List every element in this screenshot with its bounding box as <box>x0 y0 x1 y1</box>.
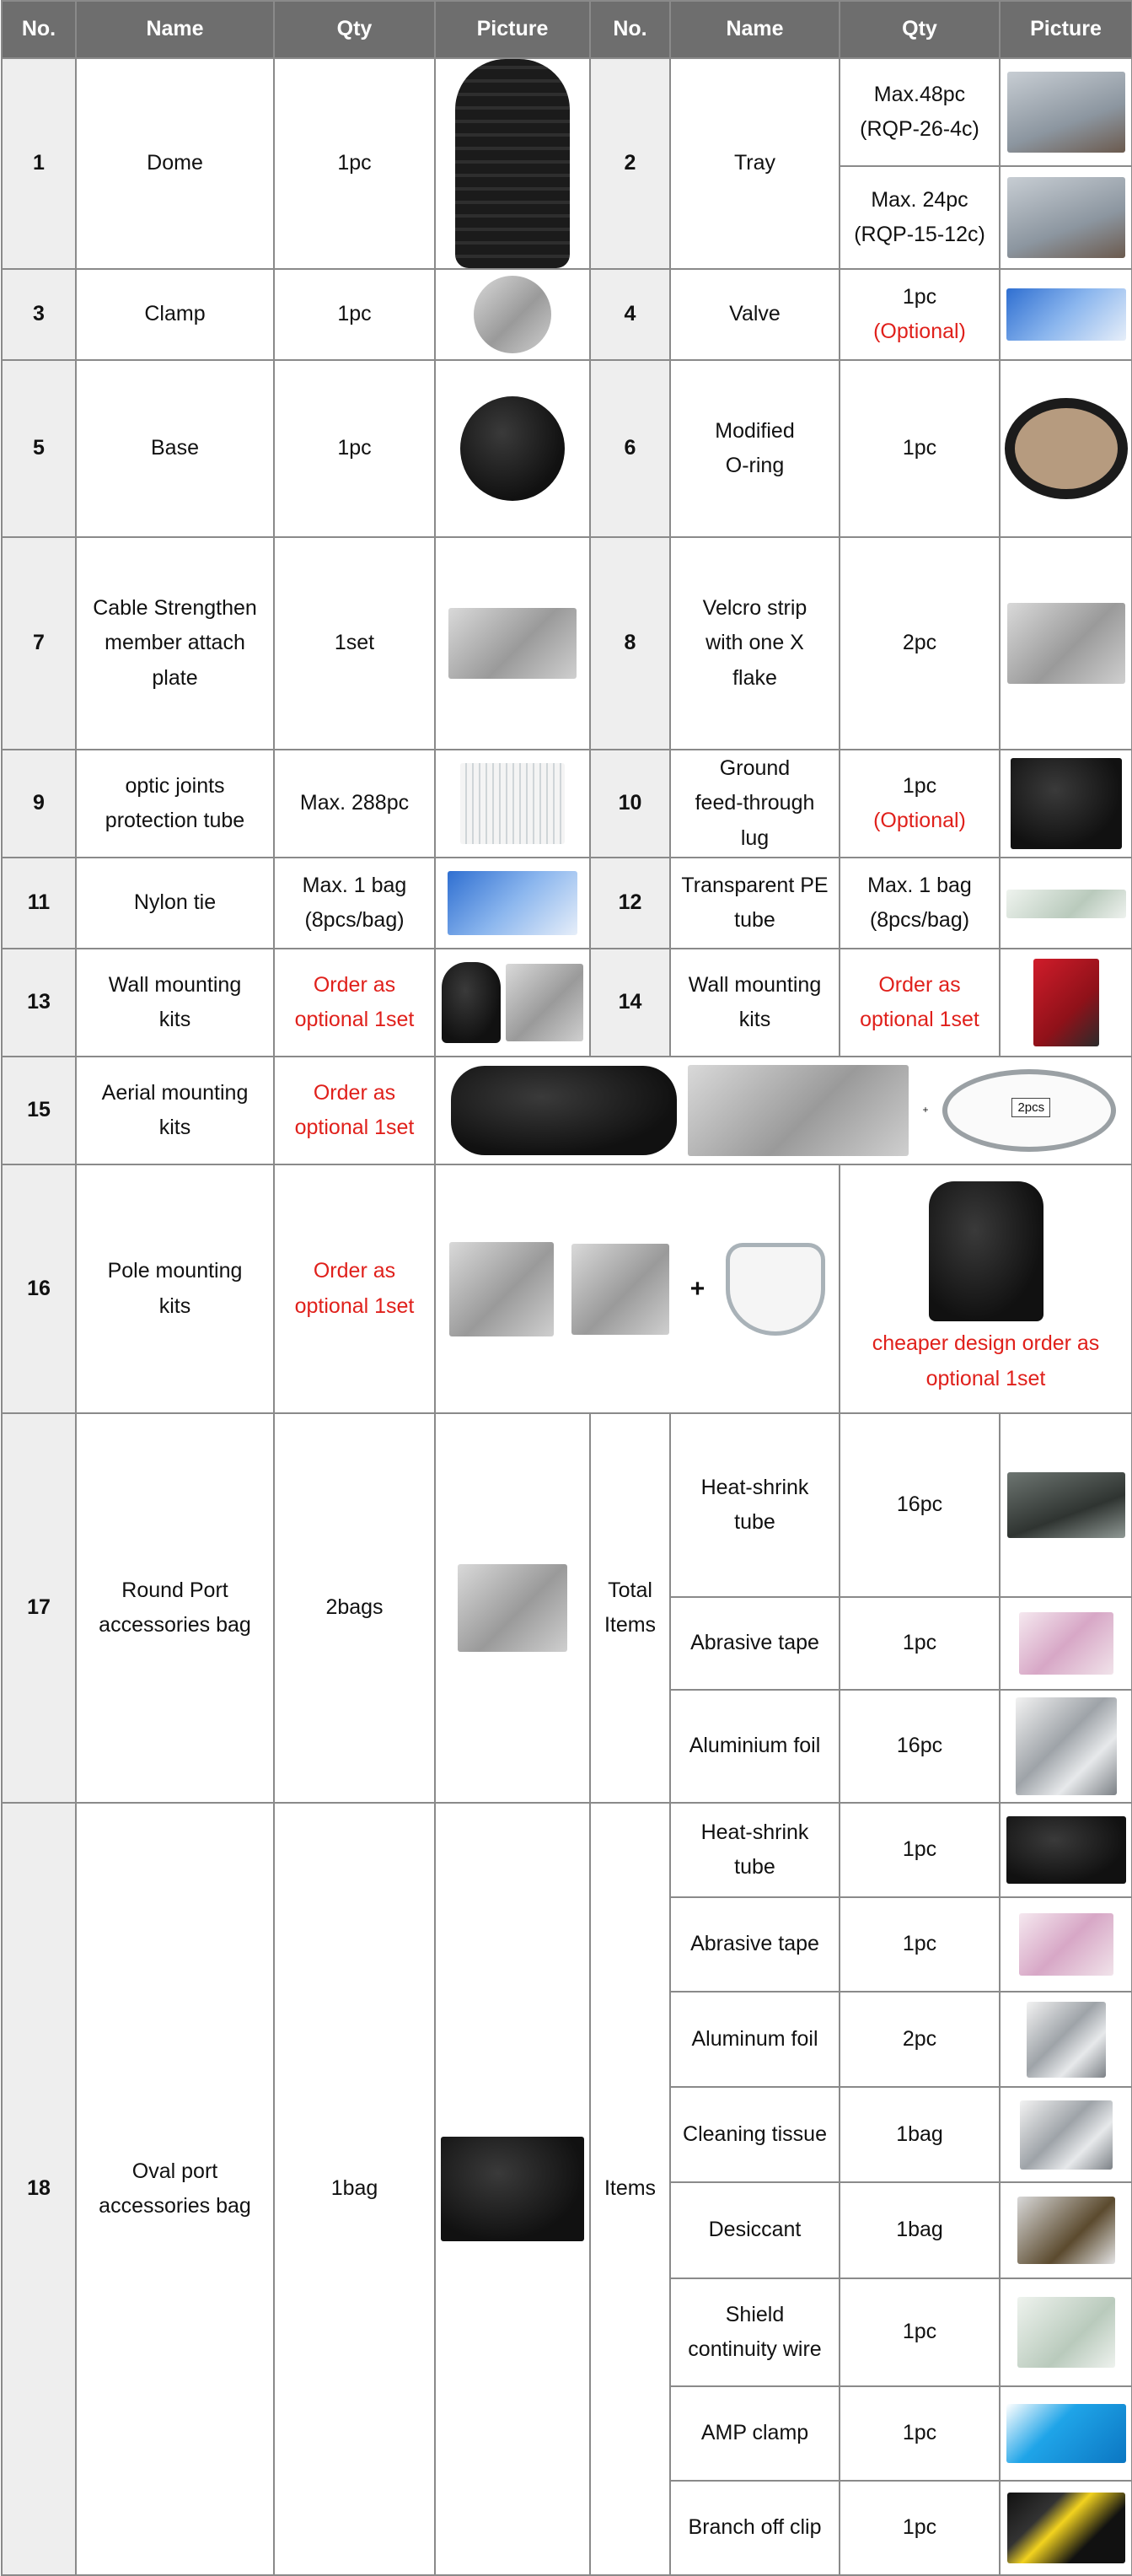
ground-lug-photo-icon <box>1011 758 1122 849</box>
sub-item-name: Aluminum foil <box>670 1992 840 2087</box>
heat-shrink-photo-icon <box>1006 1816 1126 1884</box>
tray-photo-icon <box>1007 72 1125 153</box>
header-qty: Qty <box>274 1 435 58</box>
optional-note: (Optional) <box>873 320 966 343</box>
item-number: 10 <box>590 750 670 858</box>
item-qty: 1pc <box>274 269 435 360</box>
group-label: Items <box>590 1803 670 2575</box>
item-picture <box>1000 58 1132 166</box>
item-number: 17 <box>2 1413 76 1803</box>
item-picture <box>1000 269 1132 360</box>
sub-item-picture <box>1000 1992 1132 2087</box>
name-line: Shield <box>725 2302 785 2326</box>
name-line: Oval port <box>131 2159 218 2183</box>
name-line: plate <box>152 665 198 690</box>
item-qty: 1pc <box>274 58 435 269</box>
header-qty-2: Qty <box>840 1 1000 58</box>
qty-line: optional 1set <box>294 1116 415 1139</box>
sub-item-qty: 1pc <box>840 1597 1000 1690</box>
table-row <box>2 269 1132 360</box>
name-line: flake <box>732 665 777 690</box>
name-line: Wall mounting <box>688 972 822 997</box>
qty-line: (RQP-26-4c) <box>860 117 979 141</box>
sub-item-qty: 16pc <box>840 1413 1000 1597</box>
plus-sign: + <box>689 1274 705 1303</box>
item-picture <box>435 58 590 269</box>
optional-note: (Optional) <box>873 809 966 832</box>
sub-item-qty: 1pc <box>840 2386 1000 2481</box>
table-row <box>2 1803 1132 1897</box>
name-line: accessories bag <box>99 1613 251 1637</box>
item-name <box>670 858 840 949</box>
item-number: 13 <box>2 949 76 1057</box>
qty-line: optional 1set <box>294 1008 415 1031</box>
item-name <box>670 360 840 537</box>
cheaper-pole-kit-photo-icon <box>929 1181 1043 1321</box>
sub-item-qty: 1bag <box>840 2087 1000 2182</box>
item-qty <box>840 269 1000 360</box>
group-line: Items <box>604 1613 657 1637</box>
name-line: optic joints <box>125 773 225 798</box>
item-name: Tray <box>670 58 840 269</box>
item-picture <box>1000 750 1132 858</box>
name-line: kits <box>158 1116 191 1139</box>
item-picture <box>435 537 590 750</box>
note-line: optional 1set <box>925 1366 1046 1390</box>
item-name <box>76 949 274 1057</box>
tray-photo-icon <box>1007 177 1125 258</box>
qty-line: Order as <box>313 1259 396 1283</box>
item-qty <box>840 166 1000 269</box>
item-number: 12 <box>590 858 670 949</box>
table-row <box>2 949 1132 1057</box>
header-row <box>2 1 1132 58</box>
table-row <box>2 1057 1132 1164</box>
cleaning-tissue-photo-icon <box>1020 2100 1113 2170</box>
name-line: member attach <box>105 631 245 655</box>
round-port-bag-photo-icon <box>458 1564 567 1652</box>
sub-item-picture <box>1000 1897 1132 1992</box>
sub-item-name: Branch off clip <box>670 2481 840 2575</box>
sub-item-qty: 1pc <box>840 1897 1000 1992</box>
velcro-photo-icon <box>1007 603 1125 684</box>
sub-item-picture <box>1000 1597 1132 1690</box>
sub-item-name: Abrasive tape <box>670 1897 840 1992</box>
header-no: No. <box>2 1 76 58</box>
pole-bracket-photo-icon <box>571 1244 669 1335</box>
item-name <box>76 1164 274 1413</box>
name-line: accessories bag <box>99 2194 251 2218</box>
name-line: Cable Strengthen <box>93 596 257 621</box>
name-line: with one X <box>705 631 804 655</box>
heat-shrink-photo-icon <box>1007 1472 1125 1538</box>
qty-line: (RQP-15-12c) <box>854 223 985 246</box>
item-qty <box>840 949 1000 1057</box>
sub-item-name <box>670 2278 840 2386</box>
sub-item-picture <box>1000 2386 1132 2481</box>
wall-kit-red-photo-icon <box>1033 959 1099 1046</box>
quantity-badge: 2pcs <box>1011 1098 1050 1117</box>
qty-line: (8pcs/bag) <box>304 908 405 932</box>
name-line: Heat-shrink <box>700 1475 809 1499</box>
dome-photo-icon <box>455 59 570 268</box>
header-picture-2: Picture <box>1000 1 1132 58</box>
item-name: Base <box>76 360 274 537</box>
item-qty: 1set <box>274 537 435 750</box>
item-name: Valve <box>670 269 840 360</box>
valve-photo-icon <box>1006 288 1126 341</box>
sub-item-name: Aluminium foil <box>670 1690 840 1803</box>
item-number: 2 <box>590 58 670 269</box>
qty-line: 1pc <box>902 773 937 798</box>
item-picture <box>435 1803 590 2575</box>
name-line: Round Port <box>121 1578 228 1602</box>
name-line: lug <box>740 826 770 850</box>
table-row <box>2 750 1132 858</box>
table-row <box>2 1413 1132 1597</box>
name-line: Wall mounting <box>108 972 242 997</box>
item-number: 11 <box>2 858 76 949</box>
item-name <box>76 537 274 750</box>
item-number: 18 <box>2 1803 76 2575</box>
item-name <box>76 1413 274 1803</box>
item-number: 4 <box>590 269 670 360</box>
item-name <box>76 1803 274 2575</box>
name-line: Aerial mounting <box>101 1080 249 1105</box>
sub-item-picture <box>1000 2182 1132 2278</box>
sub-item-picture <box>1000 2481 1132 2575</box>
sub-item-picture <box>1000 2278 1132 2386</box>
sub-item-picture <box>1000 1690 1132 1803</box>
sub-item-name: Desiccant <box>670 2182 840 2278</box>
header-name-2: Name <box>670 1 840 58</box>
item-qty <box>840 58 1000 166</box>
item-picture <box>1000 858 1132 949</box>
aerial-bracket-photo-icon <box>688 1065 909 1156</box>
item-name <box>76 1057 274 1164</box>
aerial-closure-photo-icon <box>451 1066 677 1155</box>
amp-clamp-photo-icon <box>1006 2404 1126 2463</box>
item-number: 1 <box>2 58 76 269</box>
item-qty: 2bags <box>274 1413 435 1803</box>
item-number: 9 <box>2 750 76 858</box>
name-line: tube <box>734 1855 775 1879</box>
table-row <box>2 858 1132 949</box>
item-picture <box>435 949 590 1057</box>
item-qty <box>274 858 435 949</box>
parts-table <box>1 0 1132 2576</box>
shield-wire-photo-icon <box>1017 2297 1115 2368</box>
qty-line: Max. 1 bag <box>302 873 407 897</box>
name-line: protection tube <box>105 809 245 832</box>
qty-line: Order as <box>313 1080 396 1105</box>
item-picture <box>1000 537 1132 750</box>
name-line: Ground <box>719 756 791 781</box>
item-qty <box>274 1057 435 1164</box>
oval-port-bag-photo-icon <box>441 2137 584 2241</box>
qty-line: (8pcs/bag) <box>869 908 970 932</box>
item-qty <box>274 949 435 1057</box>
table-row <box>2 537 1132 750</box>
item-name: Dome <box>76 58 274 269</box>
qty-line: Order as <box>878 972 961 997</box>
pole-closure-photo-icon <box>449 1242 554 1336</box>
item-picture <box>1000 949 1132 1057</box>
note-line: cheaper design order as <box>872 1331 1100 1356</box>
item-picture <box>435 269 590 360</box>
item-qty <box>274 1164 435 1413</box>
item-picture <box>435 1057 1132 1164</box>
sub-item-name <box>670 1413 840 1597</box>
name-line: tube <box>734 908 775 932</box>
item-qty: Max. 288pc <box>274 750 435 858</box>
qty-line: optional 1set <box>860 1008 979 1031</box>
group-label <box>590 1413 670 1803</box>
table-row <box>2 58 1132 166</box>
desiccant-photo-icon <box>1017 2197 1115 2264</box>
qty-line: Max.48pc <box>873 82 966 106</box>
item-qty <box>840 858 1000 949</box>
sub-item-qty: 1pc <box>840 2481 1000 2575</box>
wall-bracket-photo-icon <box>506 964 583 1041</box>
item-qty: 1pc <box>274 360 435 537</box>
name-line: tube <box>734 1510 775 1534</box>
qty-line: optional 1set <box>294 1293 415 1318</box>
item-number: 15 <box>2 1057 76 1164</box>
item-number: 16 <box>2 1164 76 1413</box>
name-line: Pole mounting <box>107 1259 243 1283</box>
item-picture <box>435 1413 590 1803</box>
sub-item-qty: 1pc <box>840 1803 1000 1897</box>
name-line: feed-through <box>695 791 815 815</box>
group-line: Total <box>608 1578 652 1602</box>
item-picture <box>435 1164 840 1413</box>
item-number: 3 <box>2 269 76 360</box>
qty-line: 1pc <box>902 284 937 309</box>
item-name <box>670 537 840 750</box>
sub-item-qty: 16pc <box>840 1690 1000 1803</box>
table-row <box>2 360 1132 537</box>
sub-item-picture <box>1000 1803 1132 1897</box>
item-qty: 2pc <box>840 537 1000 750</box>
pe-tube-photo-icon <box>1006 890 1126 918</box>
header-picture: Picture <box>435 1 590 58</box>
item-picture <box>435 360 590 537</box>
item-name <box>76 750 274 858</box>
aluminum-foil-photo-icon <box>1027 2002 1106 2078</box>
name-line: kits <box>158 1008 191 1031</box>
table-row <box>2 1164 1132 1413</box>
o-ring-photo-icon <box>1005 398 1128 499</box>
attach-plate-photo-icon <box>448 608 577 679</box>
name-line: Modified <box>715 418 795 443</box>
sub-item-name: Abrasive tape <box>670 1597 840 1690</box>
branch-clip-photo-icon <box>1007 2493 1125 2563</box>
plus-sign: + <box>922 1104 929 1116</box>
aluminium-foil-photo-icon <box>1016 1697 1117 1795</box>
qty-line: Max. 24pc <box>871 187 968 212</box>
item-picture <box>1000 360 1132 537</box>
item-name: Clamp <box>76 269 274 360</box>
sub-item-picture <box>1000 1413 1132 1597</box>
item-qty: 1bag <box>274 1803 435 2575</box>
name-line: Transparent PE <box>681 873 829 897</box>
qty-line: Max. 1 bag <box>867 873 972 897</box>
base-photo-icon <box>460 396 565 501</box>
clamp-photo-icon <box>474 276 551 353</box>
item-number: 5 <box>2 360 76 537</box>
item-name: Nylon tie <box>76 858 274 949</box>
item-qty <box>840 750 1000 858</box>
alternative-design-cell <box>840 1164 1132 1413</box>
sub-item-qty: 1bag <box>840 2182 1000 2278</box>
protection-tube-photo-icon <box>460 763 565 844</box>
name-line: Velcro strip <box>702 596 807 621</box>
name-line: continuity wire <box>688 2337 822 2361</box>
name-line: kits <box>738 1008 771 1031</box>
header-no-2: No. <box>590 1 670 58</box>
item-number: 7 <box>2 537 76 750</box>
qty-line: Order as <box>313 972 396 997</box>
item-number: 8 <box>590 537 670 750</box>
item-picture <box>435 750 590 858</box>
sub-item-picture <box>1000 2087 1132 2182</box>
sub-item-name: AMP clamp <box>670 2386 840 2481</box>
sub-item-qty: 1pc <box>840 2278 1000 2386</box>
abrasive-tape-photo-icon <box>1019 1612 1113 1675</box>
pole-strap-photo-icon <box>726 1243 825 1336</box>
nylon-tie-photo-icon <box>448 871 577 935</box>
item-picture <box>435 858 590 949</box>
item-name <box>670 750 840 858</box>
sub-item-qty: 2pc <box>840 1992 1000 2087</box>
header-name: Name <box>76 1 274 58</box>
hose-clamp-photo-icon <box>942 1069 1116 1152</box>
abrasive-tape-photo-icon <box>1019 1913 1113 1976</box>
name-line: kits <box>158 1293 191 1318</box>
sub-item-name: Cleaning tissue <box>670 2087 840 2182</box>
alternative-design-note <box>840 1326 1131 1396</box>
item-number: 6 <box>590 360 670 537</box>
item-qty: 1pc <box>840 360 1000 537</box>
name-line: O-ring <box>725 454 785 477</box>
item-picture <box>1000 166 1132 269</box>
item-number: 14 <box>590 949 670 1057</box>
item-name <box>670 949 840 1057</box>
sub-item-name <box>670 1803 840 1897</box>
name-line: Heat-shrink <box>700 1820 809 1844</box>
closure-photo-icon <box>442 962 501 1043</box>
